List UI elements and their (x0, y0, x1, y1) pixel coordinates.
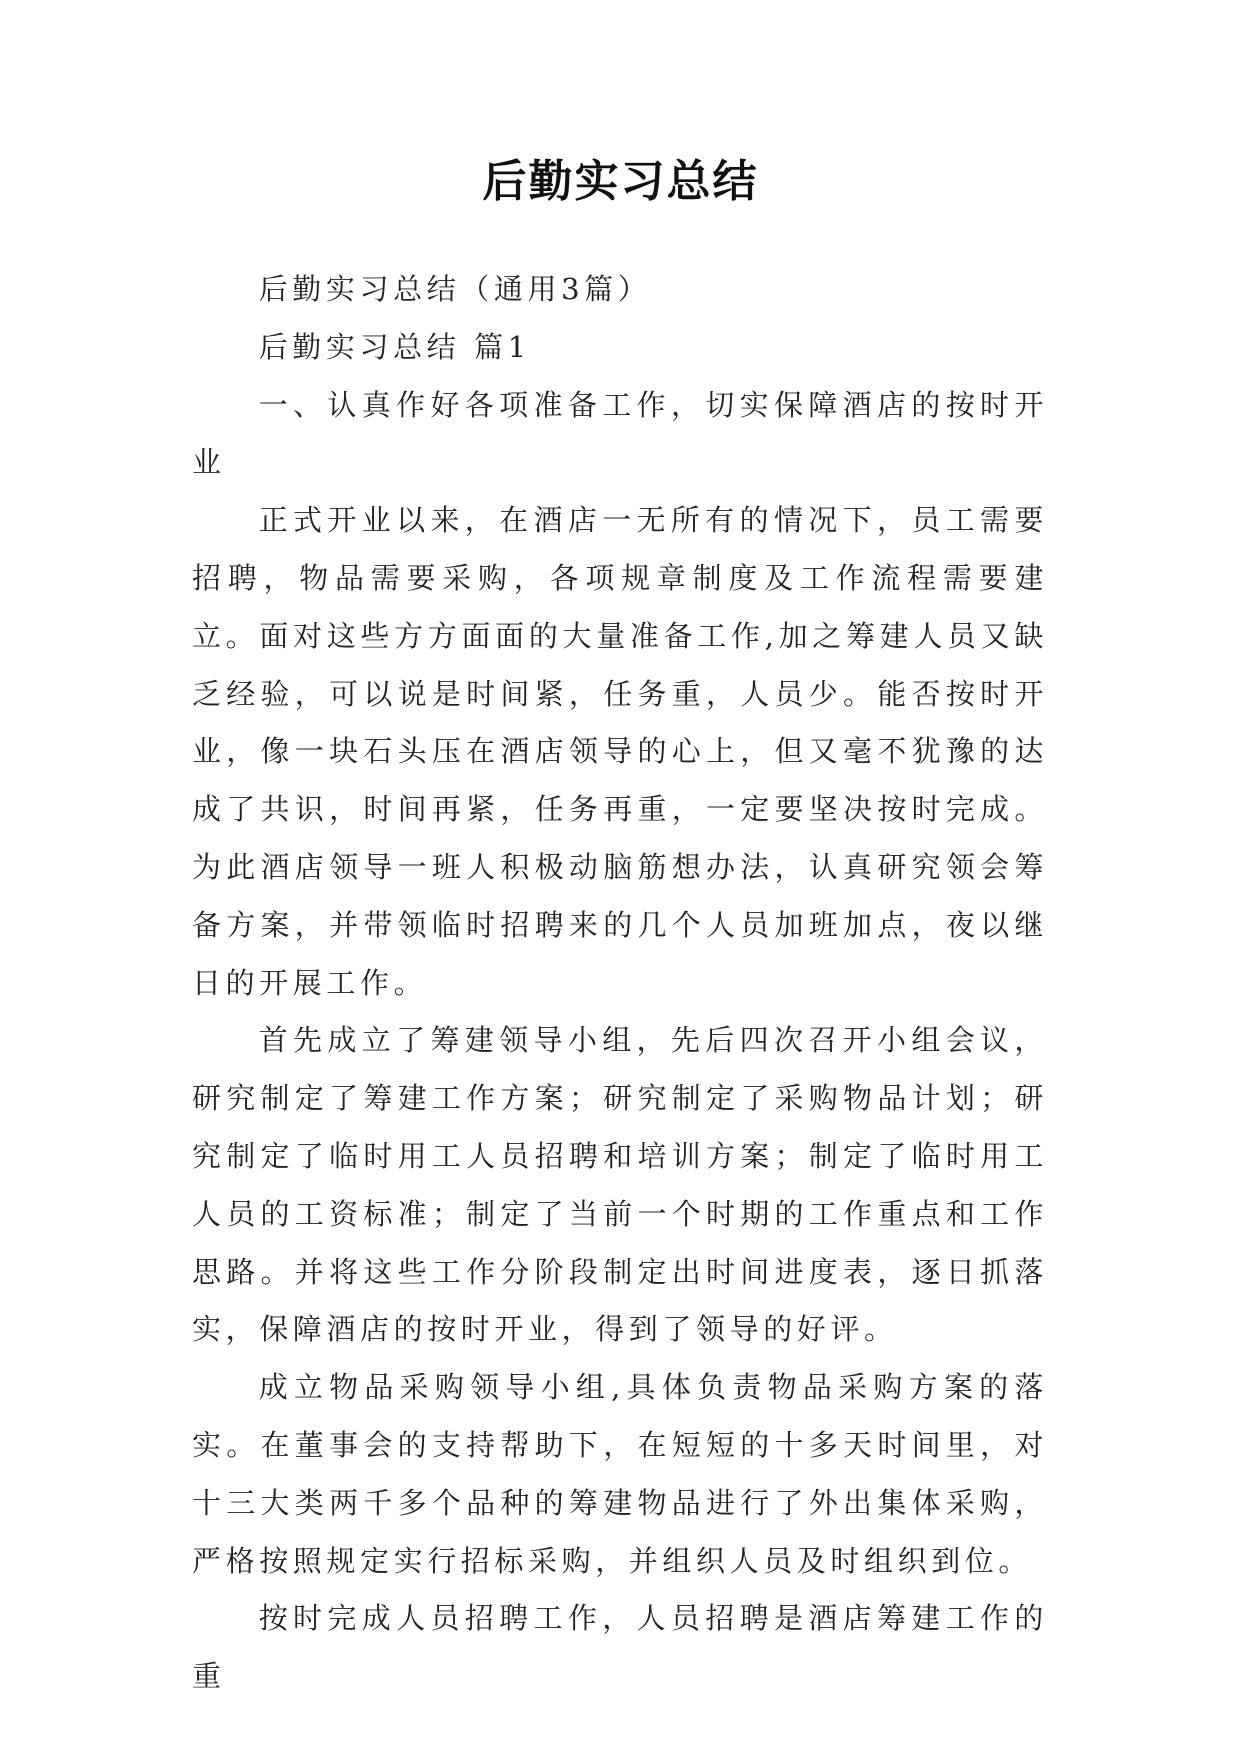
paragraph-item-heading: 一、认真作好各项准备工作，切实保障酒店的按时开业 (192, 387, 1048, 480)
paragraph-section-heading: 后勤实习总结 篇1 (258, 329, 531, 364)
paragraph: 首先成立了筹建领导小组，先后四次召开小组会议，研究制定了筹建工作方案；研究制定了采购物品计划；研究制定了临时用工人员招聘和培训方案；制定了临时用工人员的工资标准；制定了当前一个时期的工作重点和工作思路。并将这些工作分阶段制定出时间进度表，逐日抓落实，保障酒店的按时开业，得到了领导的好评。 (192, 1023, 1048, 1347)
paragraph: 正式开业以来，在酒店一无所有的情况下，员工需要招聘，物品需要采购，各项规章制度及工作流程需要建立。面对这些方方面面的大量准备工作,加之筹建人员又缺乏经验，可以说是时间紧，任务重，人员少。能否按时开业，像一块石头压在酒店领导的心上，但又毫不犹豫的达成了共识，时间再紧，任务再重，一定要坚决按时完成。为此酒店领导一班人积极动脑筋想办法，认真研究领会筹备方案，并带领临时招聘来的几个人员加班加点，夜以继日的开展工作。 (192, 503, 1048, 1000)
document-title: 后勤实习总结 (482, 156, 759, 207)
paragraph: 成立物品采购领导小组,具体负责物品采购方案的落实。在董事会的支持帮助下，在短短的十多天时间里，对十三大类两千多个品种的筹建物品进行了外出集体采购，严格按照规定实行招标采购，并组织人员及时组织到位。 (192, 1370, 1048, 1578)
paragraph-subtitle: 后勤实习总结（通用3篇） (258, 272, 652, 306)
paragraph: 按时完成人员招聘工作，人员招聘是酒店筹建工作的重 (192, 1601, 1048, 1694)
document-body (192, 261, 1048, 1706)
